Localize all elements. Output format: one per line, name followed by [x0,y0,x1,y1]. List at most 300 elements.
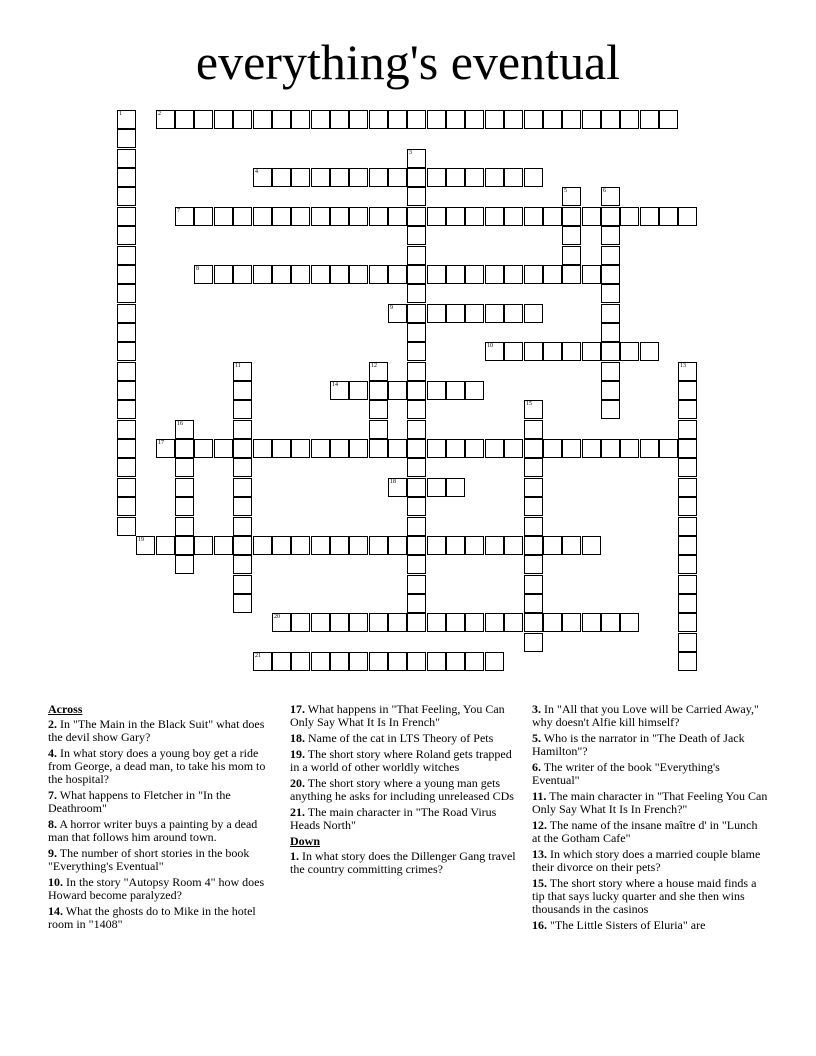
grid-cell[interactable] [117,400,136,419]
grid-cell[interactable] [349,207,368,226]
grid-cell[interactable] [620,207,639,226]
grid-cell[interactable] [562,536,581,555]
grid-cell[interactable] [524,110,543,129]
grid-cell[interactable] [272,536,291,555]
grid-cell[interactable] [678,400,697,419]
grid-cell[interactable] [272,110,291,129]
grid-cell[interactable] [214,265,233,284]
grid-cell[interactable] [291,439,310,458]
grid-cell[interactable] [678,497,697,516]
grid-cell[interactable] [117,362,136,381]
grid-cell[interactable] [562,187,581,206]
grid-cell[interactable] [465,265,484,284]
grid-cell[interactable] [156,439,175,458]
grid-cell[interactable] [620,613,639,632]
grid-cell[interactable] [427,168,446,187]
grid-cell[interactable] [524,342,543,361]
grid-cell[interactable] [291,536,310,555]
grid-cell[interactable] [407,265,426,284]
grid-cell[interactable] [640,110,659,129]
grid-cell[interactable] [465,613,484,632]
grid-cell[interactable] [562,439,581,458]
grid-cell[interactable] [601,362,620,381]
grid-cell[interactable] [485,265,504,284]
grid-cell[interactable] [369,400,388,419]
grid-cell[interactable] [194,265,213,284]
clue-across-9: 9. The number of short stories in the book "Everything's Eventual" [48,846,250,873]
grid-cell[interactable] [330,613,349,632]
grid-cell[interactable] [582,613,601,632]
grid-cell[interactable] [117,168,136,187]
grid-cell[interactable] [117,342,136,361]
grid-cell[interactable] [175,555,194,574]
grid-cell[interactable] [582,110,601,129]
grid-cell[interactable] [175,536,194,555]
grid-cell[interactable] [117,129,136,148]
grid-cell[interactable] [233,497,252,516]
grid-cell[interactable] [388,265,407,284]
grid-cell[interactable] [427,652,446,671]
grid-cell[interactable] [659,439,678,458]
grid-cell[interactable] [330,168,349,187]
grid-cell[interactable] [233,536,252,555]
grid-cell[interactable] [369,536,388,555]
grid-cell[interactable] [311,265,330,284]
grid-cell[interactable] [175,420,194,439]
grid-cell[interactable] [388,110,407,129]
grid-cell[interactable] [233,381,252,400]
grid-cell[interactable] [640,207,659,226]
grid-cell[interactable] [601,439,620,458]
grid-cell[interactable] [194,536,213,555]
grid-cell[interactable] [407,478,426,497]
grid-cell[interactable] [601,246,620,265]
grid-cell[interactable] [446,478,465,497]
grid-cell[interactable] [233,110,252,129]
grid-cell[interactable] [543,342,562,361]
grid-cell[interactable] [272,168,291,187]
grid-cell[interactable] [330,652,349,671]
grid-cell[interactable] [620,110,639,129]
grid-cell[interactable] [582,342,601,361]
grid-cell[interactable] [330,207,349,226]
grid-cell[interactable] [601,187,620,206]
grid-cell[interactable] [446,439,465,458]
grid-cell[interactable] [485,110,504,129]
grid-cell[interactable] [582,207,601,226]
grid-cell[interactable] [485,536,504,555]
grid-cell[interactable] [369,362,388,381]
grid-cell[interactable] [117,284,136,303]
grid-cell[interactable] [233,362,252,381]
grid-cell[interactable] [524,594,543,613]
grid-cell[interactable] [311,536,330,555]
grid-cell[interactable] [349,652,368,671]
grid-cell[interactable] [117,458,136,477]
grid-cell[interactable] [504,342,523,361]
grid-cell[interactable] [601,381,620,400]
grid-cell[interactable] [582,439,601,458]
grid-cell[interactable] [427,304,446,323]
grid-cell[interactable] [272,207,291,226]
grid-cell[interactable] [117,246,136,265]
grid-cell[interactable] [388,439,407,458]
grid-cell[interactable] [543,110,562,129]
grid-cell[interactable] [407,246,426,265]
grid-cell[interactable] [117,517,136,536]
grid-cell[interactable] [524,517,543,536]
grid-cell[interactable] [388,536,407,555]
grid-cell[interactable] [291,207,310,226]
grid-cell[interactable] [214,207,233,226]
grid-cell[interactable] [678,362,697,381]
grid-cell[interactable] [562,226,581,245]
grid-cell[interactable] [311,652,330,671]
grid-cell[interactable] [427,613,446,632]
grid-cell[interactable] [446,613,465,632]
grid-cell[interactable] [678,594,697,613]
grid-cell[interactable] [678,381,697,400]
grid-cell[interactable] [369,439,388,458]
grid-cell[interactable] [253,536,272,555]
grid-cell[interactable] [678,207,697,226]
grid-cell[interactable] [524,420,543,439]
grid-cell[interactable] [504,439,523,458]
grid-cell[interactable] [407,187,426,206]
grid-cell[interactable] [136,536,155,555]
grid-cell[interactable] [524,207,543,226]
grid-cell[interactable] [194,207,213,226]
grid-cell[interactable] [485,342,504,361]
grid-cell[interactable] [117,381,136,400]
grid-cell[interactable] [407,517,426,536]
grid-cell[interactable] [465,381,484,400]
grid-cell[interactable] [407,284,426,303]
grid-cell[interactable] [233,478,252,497]
grid-cell[interactable] [369,381,388,400]
grid-cell[interactable] [407,226,426,245]
grid-cell[interactable] [446,652,465,671]
grid-cell[interactable] [233,555,252,574]
grid-cell[interactable] [504,265,523,284]
grid-cell[interactable] [678,439,697,458]
grid-cell[interactable] [524,168,543,187]
grid-cell[interactable] [233,265,252,284]
grid-cell[interactable] [349,613,368,632]
grid-cell[interactable] [678,517,697,536]
grid-cell[interactable] [601,284,620,303]
grid-cell[interactable] [407,575,426,594]
grid-cell[interactable] [291,652,310,671]
grid-cell[interactable] [117,478,136,497]
grid-cell[interactable] [485,207,504,226]
grid-cell[interactable] [233,439,252,458]
grid-cell[interactable] [601,400,620,419]
grid-cell[interactable] [388,652,407,671]
grid-cell[interactable] [369,420,388,439]
grid-cell[interactable] [233,420,252,439]
grid-cell[interactable] [407,497,426,516]
grid-cell[interactable] [678,613,697,632]
grid-cell[interactable] [117,323,136,342]
grid-cell[interactable] [272,652,291,671]
grid-cell[interactable] [601,226,620,245]
grid-cell[interactable] [504,207,523,226]
grid-cell[interactable] [330,381,349,400]
grid-cell[interactable] [330,110,349,129]
grid-cell[interactable] [194,439,213,458]
grid-cell[interactable] [349,439,368,458]
grid-cell[interactable] [427,478,446,497]
grid-cell[interactable] [659,207,678,226]
grid-cell[interactable] [620,439,639,458]
grid-cell[interactable] [407,323,426,342]
grid-cell[interactable] [524,439,543,458]
grid-cell[interactable] [214,439,233,458]
grid-cell[interactable] [601,207,620,226]
grid-cell[interactable] [485,439,504,458]
grid-cell[interactable] [582,265,601,284]
grid-cell[interactable] [388,304,407,323]
grid-cell[interactable] [253,168,272,187]
grid-cell[interactable] [407,652,426,671]
grid-cell[interactable] [214,536,233,555]
grid-cell[interactable] [562,207,581,226]
grid-cell[interactable] [369,613,388,632]
grid-cell[interactable] [678,633,697,652]
grid-cell[interactable] [524,633,543,652]
grid-cell[interactable] [562,246,581,265]
grid-cell[interactable] [427,439,446,458]
grid-cell[interactable] [465,207,484,226]
grid-cell[interactable] [388,207,407,226]
grid-cell[interactable] [524,458,543,477]
grid-cell[interactable] [407,149,426,168]
grid-cell[interactable] [407,381,426,400]
grid-cell[interactable] [485,304,504,323]
grid-cell[interactable] [407,110,426,129]
grid-cell[interactable] [272,439,291,458]
grid-cell[interactable] [369,207,388,226]
grid-cell[interactable] [678,536,697,555]
grid-cell[interactable] [291,110,310,129]
grid-cell[interactable] [446,536,465,555]
grid-cell[interactable] [446,207,465,226]
grid-cell[interactable] [504,613,523,632]
grid-cell[interactable] [407,536,426,555]
grid-cell[interactable] [156,536,175,555]
grid-cell[interactable] [601,342,620,361]
grid-cell[interactable] [446,110,465,129]
grid-cell[interactable] [524,304,543,323]
grid-cell[interactable] [524,575,543,594]
grid-cell[interactable] [253,207,272,226]
grid-cell[interactable] [194,110,213,129]
grid-cell[interactable] [311,439,330,458]
grid-cell[interactable] [253,439,272,458]
grid-cell[interactable] [524,555,543,574]
grid-cell[interactable] [524,478,543,497]
grid-cell[interactable] [543,207,562,226]
grid-cell[interactable] [562,342,581,361]
grid-cell[interactable] [349,168,368,187]
grid-cell[interactable] [349,536,368,555]
grid-cell[interactable] [117,207,136,226]
grid-cell[interactable] [524,265,543,284]
grid-cell[interactable] [214,110,233,129]
grid-cell[interactable] [311,207,330,226]
grid-cell[interactable] [233,207,252,226]
grid-cell[interactable] [388,613,407,632]
grid-cell[interactable] [562,110,581,129]
grid-cell[interactable] [582,536,601,555]
grid-cell[interactable] [427,381,446,400]
grid-cell[interactable] [485,652,504,671]
grid-cell[interactable] [446,381,465,400]
grid-cell[interactable] [446,304,465,323]
grid-cell[interactable] [543,613,562,632]
grid-cell[interactable] [330,265,349,284]
grid-cell[interactable] [407,439,426,458]
grid-cell[interactable] [465,536,484,555]
grid-cell[interactable] [291,613,310,632]
grid-cell[interactable] [175,207,194,226]
grid-cell[interactable] [485,168,504,187]
grid-cell[interactable] [253,265,272,284]
grid-cell[interactable] [407,400,426,419]
grid-cell[interactable] [369,168,388,187]
grid-cell[interactable] [543,536,562,555]
grid-cell[interactable] [524,613,543,632]
grid-cell[interactable] [388,478,407,497]
grid-cell[interactable] [407,420,426,439]
grid-cell[interactable] [601,110,620,129]
grid-cell[interactable] [427,110,446,129]
grid-cell[interactable] [640,342,659,361]
grid-cell[interactable] [175,497,194,516]
grid-cell[interactable] [504,536,523,555]
grid-cell[interactable] [253,110,272,129]
grid-cell[interactable] [465,168,484,187]
grid-cell[interactable] [388,381,407,400]
grid-cell[interactable] [678,652,697,671]
grid-cell[interactable] [427,265,446,284]
grid-cell[interactable] [407,362,426,381]
grid-cell[interactable] [117,439,136,458]
grid-cell[interactable] [524,497,543,516]
grid-cell[interactable] [465,439,484,458]
grid-cell[interactable] [678,478,697,497]
grid-cell[interactable] [175,110,194,129]
grid-cell[interactable] [620,342,639,361]
grid-cell[interactable] [504,110,523,129]
grid-cell[interactable] [311,110,330,129]
grid-cell[interactable] [369,265,388,284]
grid-cell[interactable] [407,168,426,187]
grid-cell[interactable] [446,265,465,284]
grid-cell[interactable] [291,168,310,187]
grid-cell[interactable] [601,323,620,342]
grid-cell[interactable] [117,187,136,206]
grid-cell[interactable] [446,168,465,187]
grid-cell[interactable] [562,265,581,284]
grid-cell[interactable] [543,439,562,458]
grid-cell[interactable] [678,555,697,574]
grid-cell[interactable] [156,110,175,129]
grid-cell[interactable] [253,652,272,671]
grid-cell[interactable] [349,381,368,400]
grid-cell[interactable] [427,207,446,226]
grid-cell[interactable] [117,497,136,516]
grid-cell[interactable] [407,458,426,477]
grid-cell[interactable] [601,265,620,284]
grid-cell[interactable] [369,110,388,129]
grid-cell[interactable] [369,652,388,671]
grid-cell[interactable] [485,613,504,632]
grid-cell[interactable] [291,265,310,284]
grid-cell[interactable] [117,226,136,245]
grid-cell[interactable] [175,478,194,497]
grid-cell[interactable] [349,265,368,284]
grid-cell[interactable] [175,517,194,536]
grid-cell[interactable] [562,613,581,632]
grid-cell[interactable] [504,304,523,323]
grid-cell[interactable] [272,265,291,284]
grid-cell[interactable] [117,304,136,323]
grid-cell[interactable] [678,458,697,477]
grid-cell[interactable] [524,400,543,419]
grid-cell[interactable] [524,536,543,555]
grid-cell[interactable] [678,575,697,594]
grid-cell[interactable] [311,613,330,632]
grid-cell[interactable] [601,304,620,323]
grid-cell[interactable] [407,207,426,226]
grid-cell[interactable] [427,536,446,555]
grid-cell[interactable] [407,555,426,574]
grid-cell[interactable] [233,458,252,477]
grid-cell[interactable] [233,517,252,536]
grid-cell[interactable] [388,168,407,187]
grid-cell[interactable] [272,613,291,632]
grid-cell[interactable] [407,594,426,613]
grid-cell[interactable] [465,304,484,323]
grid-cell[interactable] [117,149,136,168]
grid-cell[interactable] [117,420,136,439]
grid-cell[interactable] [465,110,484,129]
grid-cell[interactable] [349,110,368,129]
grid-cell[interactable] [543,265,562,284]
grid-cell[interactable] [601,613,620,632]
grid-cell[interactable] [504,168,523,187]
grid-cell[interactable] [233,594,252,613]
grid-cell[interactable] [330,439,349,458]
grid-cell[interactable] [233,575,252,594]
grid-cell[interactable] [640,439,659,458]
grid-cell[interactable] [117,265,136,284]
grid-cell[interactable] [678,420,697,439]
grid-cell[interactable] [407,613,426,632]
grid-cell[interactable] [311,168,330,187]
grid-cell[interactable] [659,110,678,129]
grid-cell[interactable] [407,342,426,361]
grid-cell[interactable] [117,110,136,129]
grid-cell[interactable] [175,439,194,458]
grid-cell[interactable] [465,652,484,671]
grid-cell[interactable] [407,304,426,323]
grid-cell[interactable] [233,400,252,419]
grid-cell[interactable] [175,458,194,477]
grid-cell[interactable] [330,536,349,555]
